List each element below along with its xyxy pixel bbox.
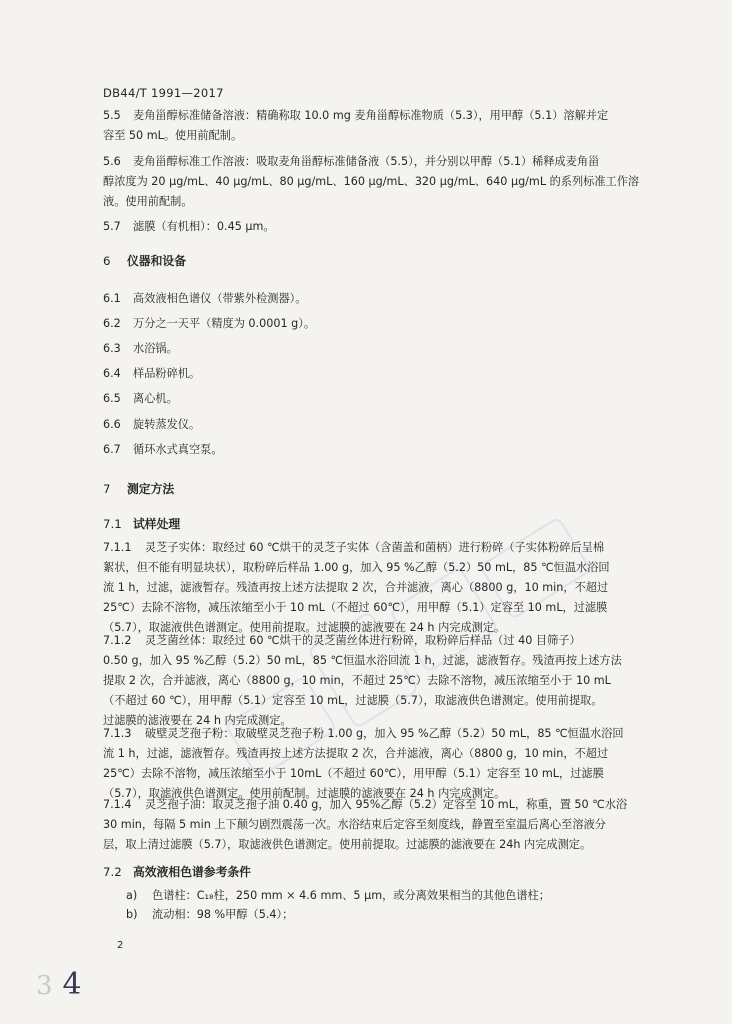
clause-text-line: 灵芝菌丝体：取经过 60 ℃烘干的灵芝菌丝体进行粉碎，取粉碎后样品（过 40 目筛子） [145, 634, 581, 647]
clause-text-line: 30 min，每隔 5 min 上下颠匀剧烈震荡一次。水浴结束后定容至刻度线，静置至室温后离心至溶液分 [103, 818, 606, 831]
clause-text-line: 麦角甾醇标准工作溶液：吸取麦角甾醇标准储备液（5.5），并分别以甲醇（5.1）稀释成麦角甾 [133, 155, 600, 168]
list-item [103, 340, 178, 356]
clause-text-line: 0.50 g，加入 95 %乙醇（5.2）50 mL，85 ℃恒温水浴回流 1 h，过滤，滤液暂存。残渣再按上述方法 [103, 654, 622, 667]
clause-text-line: （不超过 60 ℃），用甲醇（5.1）定容至 10 mL，过滤膜（5.7），取滤液供色谱测定。使用前提取。 [103, 694, 603, 707]
clause-7-1-2 [103, 631, 671, 731]
clause-number: 7.1.3 [103, 727, 132, 740]
item-number: 6.1 [103, 292, 121, 305]
clause-number: 7.1.2 [103, 634, 132, 647]
section-title: 高效液相色谱参考条件 [133, 865, 251, 879]
item-mark: b) [126, 908, 138, 921]
item-text: 流动相：98 %甲醇（5.4）； [152, 908, 294, 921]
clause-number: 5.5 [103, 109, 121, 122]
section-title: 仪器和设备 [127, 254, 186, 268]
section-heading-7 [103, 480, 174, 497]
clause-text-line: 流 1 h，过滤，滤液暂存。残渣再按上述方法提取 2 次，合并滤液，离心（8800 g，10 min，不超过 [103, 581, 609, 594]
section-number: 7.1 [103, 517, 122, 531]
list-item [103, 290, 306, 306]
clause-number: 5.7 [103, 220, 121, 233]
item-text: 色谱柱：C₁₈柱，250 mm × 4.6 mm、5 μm，或分离效果相当的其他色谱柱； [152, 889, 550, 902]
item-text: 离心机。 [133, 392, 178, 405]
document-code: DB44/T 1991—2017 [103, 86, 224, 100]
list-item [103, 416, 200, 432]
item-text: 循环水式真空泵。 [133, 443, 223, 456]
clause-number: 5.6 [103, 155, 121, 168]
item-number: 6.5 [103, 392, 121, 405]
section-number: 7.2 [103, 865, 122, 879]
item-text: 高效液相色谱仪（带紫外检测器）。 [133, 292, 307, 305]
clause-text-line: 麦角甾醇标准储备溶液：精确称取 10.0 mg 麦角甾醇标准物质（5.3），用甲醇（5.1）溶解并定 [133, 109, 609, 122]
clause-text-line: 液。使用前配制。 [103, 195, 193, 208]
item-text: 旋转蒸发仪。 [133, 418, 201, 431]
clause-text-line: （5.7），取滤液供色谱测定。使用前提取。过滤膜的滤液要在 24 h 内完成测定。 [103, 621, 506, 634]
item-number: 6.2 [103, 317, 121, 330]
clause-7-1-1 [103, 538, 671, 638]
section-number: 6 [103, 254, 111, 268]
faint-mark: 3 [36, 971, 53, 1001]
list-item [103, 390, 178, 406]
clause-7-1-4 [103, 795, 671, 855]
subsection-heading-7-1 [103, 515, 180, 532]
section-title: 测定方法 [127, 482, 175, 496]
condition-item [126, 906, 293, 922]
item-number: 6.6 [103, 418, 121, 431]
item-number: 6.7 [103, 443, 121, 456]
clause-text-line: 25℃）去除不溶物，减压浓缩至小于 10mL（不超过 60℃），用甲醇（5.1）定容至 10 mL，过滤膜 [103, 767, 604, 780]
clause-number: 7.1.1 [103, 541, 132, 554]
clause-text-line: （5.7），取滤液供色谱测定。使用前配制。过滤膜的滤液要在 24 h 内完成测定。 [103, 787, 506, 800]
subsection-heading-7-2 [103, 863, 251, 880]
clause-text-line: 层，取上清过滤膜（5.7），取滤液供色谱测定。使用前提取。过滤膜的滤液要在 24h 内完成测定。 [103, 838, 592, 851]
clause-text-line: 容至 50 mL。使用前配制。 [103, 129, 243, 142]
clause-text-line: 提取 2 次，合并滤液，离心（8800 g，10 min，不超过 25℃）去除不溶物，减压浓缩至小于 10 mL [103, 674, 611, 687]
item-text: 万分之一天平（精度为 0.0001 g）。 [133, 317, 316, 330]
handwritten-page-mark [36, 967, 82, 1002]
clause-5-7 [103, 218, 275, 234]
condition-item [126, 887, 550, 903]
clause-text-line: 絮状，但不能有明显块状），取粉碎后样品 1.00 g，加入 95 %乙醇（5.2）50 mL，85 ℃恒温水浴回 [103, 561, 610, 574]
clause-number: 7.1.4 [103, 798, 132, 811]
item-text: 样品粉碎机。 [133, 367, 201, 380]
section-heading-6 [103, 252, 186, 269]
clause-text-line: 25℃）去除不溶物，减压浓缩至小于 10 mL（不超过 60℃），用甲醇（5.1）定容至 10 mL，过滤膜 [103, 601, 608, 614]
item-text: 水浴锅。 [133, 342, 178, 355]
clause-text-line: 流 1 h，过滤，滤液暂存。残渣再按上述方法提取 2 次，合并滤液，离心（8800 g，10 min，不超过 [103, 747, 609, 760]
item-number: 6.4 [103, 367, 121, 380]
page-number: 2 [117, 940, 124, 951]
clause-5-5 [103, 106, 671, 146]
clause-text-line: 过滤膜的滤液要在 24 h 内完成测定。 [103, 714, 292, 727]
clause-7-1-3 [103, 724, 671, 804]
clause-text: 滤膜（有机相）：0.45 μm。 [133, 220, 275, 233]
clause-text-line: 灵芝子实体：取经过 60 ℃烘干的灵芝子实体（含菌盖和菌柄）进行粉碎（子实体粉碎后呈棉 [145, 541, 605, 554]
list-item [103, 365, 200, 381]
clause-5-6 [103, 152, 671, 212]
clause-text-line: 灵芝孢子油：取灵芝孢子油 0.40 g，加入 95%乙醇（5.2）定容至 10 mL，称重，置 50 ℃水浴 [145, 798, 628, 811]
item-mark: a) [126, 889, 138, 902]
section-number: 7 [103, 482, 111, 496]
clause-text-line: 破壁灵芝孢子粉：取破壁灵芝孢子粉 1.00 g，加入 95 %乙醇（5.2）50 mL，85 ℃恒温水浴回 [145, 727, 624, 740]
handwritten-number: 4 [62, 967, 82, 1002]
item-number: 6.3 [103, 342, 121, 355]
list-item [103, 441, 223, 457]
clause-text-line: 醇浓度为 20 μg/mL、40 μg/mL、80 μg/mL、160 μg/mL、320 μg/mL、640 μg/mL 的系列标准工作溶 [103, 175, 640, 188]
section-title: 试样处理 [133, 517, 181, 531]
list-item [103, 315, 315, 331]
